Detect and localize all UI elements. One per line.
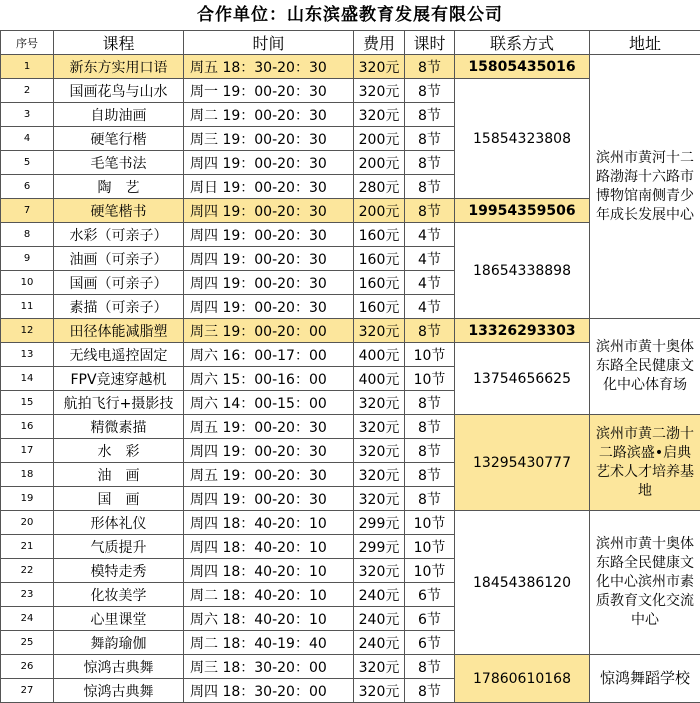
row-time: 周五 19：00-20：30 (184, 463, 354, 487)
row-fee: 320元 (354, 79, 405, 103)
row-fee: 160元 (354, 271, 405, 295)
row-no: 7 (1, 199, 54, 223)
row-course: 形体礼仪 (54, 511, 184, 535)
header-lessons: 课时 (405, 31, 455, 55)
address-cell: 滨州市黄河十二路渤海十六路市博物馆南侧青少年成长发展中心 (590, 55, 700, 319)
row-course: 无线电遥控固定 (54, 343, 184, 367)
row-course: 素描（可亲子） (54, 295, 184, 319)
row-lessons: 8节 (405, 127, 455, 151)
row-no: 3 (1, 103, 54, 127)
row-no: 24 (1, 607, 54, 631)
row-time: 周四 18：30-20：00 (184, 679, 354, 703)
row-time: 周四 19：00-20：30 (184, 295, 354, 319)
row-no: 10 (1, 271, 54, 295)
row-lessons: 8节 (405, 151, 455, 175)
row-course: 国 画 (54, 487, 184, 511)
row-course: 精微素描 (54, 415, 184, 439)
row-time: 周五 18：30-20：30 (184, 55, 354, 79)
row-fee: 299元 (354, 535, 405, 559)
row-lessons: 8节 (405, 79, 455, 103)
row-course: 新东方实用口语 (54, 55, 184, 79)
row-time: 周二 18：40-20：10 (184, 583, 354, 607)
row-fee: 400元 (354, 367, 405, 391)
row-lessons: 6节 (405, 631, 455, 655)
table-row (1, 415, 700, 439)
contact-cell: 15805435016 (455, 55, 590, 79)
row-lessons: 8节 (405, 199, 455, 223)
contact-cell: 15854323808 (455, 79, 590, 199)
row-time: 周四 19：00-20：30 (184, 151, 354, 175)
row-lessons: 10节 (405, 535, 455, 559)
row-fee: 240元 (354, 631, 405, 655)
contact-cell: 19954359506 (455, 199, 590, 223)
row-lessons: 8节 (405, 103, 455, 127)
row-no: 22 (1, 559, 54, 583)
row-course: 水彩（可亲子） (54, 223, 184, 247)
row-lessons: 8节 (405, 487, 455, 511)
row-course: 田径体能减脂塑 (54, 319, 184, 343)
row-time: 周四 18：40-20：10 (184, 535, 354, 559)
row-no: 9 (1, 247, 54, 271)
row-time: 周六 15：00-16：00 (184, 367, 354, 391)
row-lessons: 8节 (405, 391, 455, 415)
table-row (1, 55, 700, 79)
row-time: 周四 19：00-20：30 (184, 271, 354, 295)
header-no: 序号 (1, 31, 54, 55)
row-lessons: 6节 (405, 607, 455, 631)
table-row (1, 655, 700, 679)
contact-cell: 13326293303 (455, 319, 590, 343)
row-lessons: 10节 (405, 511, 455, 535)
header-address: 地址 (590, 31, 700, 55)
row-lessons: 8节 (405, 55, 455, 79)
row-fee: 200元 (354, 151, 405, 175)
row-course: 水 彩 (54, 439, 184, 463)
row-course: 化妆美学 (54, 583, 184, 607)
row-no: 23 (1, 583, 54, 607)
row-fee: 400元 (354, 343, 405, 367)
row-lessons: 10节 (405, 343, 455, 367)
row-no: 4 (1, 127, 54, 151)
row-course: 模特走秀 (54, 559, 184, 583)
row-course: 毛笔书法 (54, 151, 184, 175)
address-cell: 滨州市黄二渤十二路滨盛•启典艺术人才培养基地 (590, 415, 700, 511)
address-cell: 惊鸿舞蹈学校 (590, 655, 700, 703)
row-lessons: 4节 (405, 295, 455, 319)
row-no: 1 (1, 55, 54, 79)
contact-cell: 18454386120 (455, 511, 590, 655)
row-no: 16 (1, 415, 54, 439)
row-time: 周三 19：00-20：00 (184, 319, 354, 343)
row-time: 周四 19：00-20：30 (184, 247, 354, 271)
row-course: 气质提升 (54, 535, 184, 559)
row-time: 周四 19：00-20：30 (184, 439, 354, 463)
row-lessons: 8节 (405, 679, 455, 703)
table-row (1, 511, 700, 535)
row-time: 周五 19：00-20：30 (184, 415, 354, 439)
header-contact: 联系方式 (455, 31, 590, 55)
row-course: 惊鸿古典舞 (54, 655, 184, 679)
row-no: 21 (1, 535, 54, 559)
row-course: FPV竞速穿越机 (54, 367, 184, 391)
row-course: 国画（可亲子） (54, 271, 184, 295)
row-fee: 299元 (354, 511, 405, 535)
row-no: 2 (1, 79, 54, 103)
row-fee: 320元 (354, 487, 405, 511)
row-lessons: 8节 (405, 439, 455, 463)
row-no: 5 (1, 151, 54, 175)
row-fee: 320元 (354, 319, 405, 343)
course-table (0, 30, 700, 703)
row-time: 周四 19：00-20：30 (184, 223, 354, 247)
header-fee: 费用 (354, 31, 405, 55)
contact-cell: 18654338898 (455, 223, 590, 319)
row-time: 周二 18：40-19：40 (184, 631, 354, 655)
contact-cell: 13295430777 (455, 415, 590, 511)
row-fee: 320元 (354, 463, 405, 487)
row-no: 26 (1, 655, 54, 679)
row-lessons: 10节 (405, 559, 455, 583)
row-course: 硬笔楷书 (54, 199, 184, 223)
row-fee: 240元 (354, 583, 405, 607)
row-lessons: 8节 (405, 415, 455, 439)
row-lessons: 4节 (405, 247, 455, 271)
row-time: 周一 19：00-20：30 (184, 79, 354, 103)
row-no: 19 (1, 487, 54, 511)
row-course: 舞韵瑜伽 (54, 631, 184, 655)
row-fee: 320元 (354, 55, 405, 79)
row-course: 国画花鸟与山水 (54, 79, 184, 103)
row-no: 11 (1, 295, 54, 319)
header-row (1, 31, 700, 55)
row-fee: 320元 (354, 391, 405, 415)
row-course: 惊鸿古典舞 (54, 679, 184, 703)
row-course: 心里课堂 (54, 607, 184, 631)
row-fee: 160元 (354, 247, 405, 271)
row-fee: 320元 (354, 415, 405, 439)
row-lessons: 4节 (405, 223, 455, 247)
row-no: 12 (1, 319, 54, 343)
contact-cell: 13754656625 (455, 343, 590, 415)
row-fee: 320元 (354, 679, 405, 703)
row-fee: 200元 (354, 127, 405, 151)
row-course: 陶 艺 (54, 175, 184, 199)
row-time: 周二 19：00-20：30 (184, 103, 354, 127)
row-fee: 200元 (354, 199, 405, 223)
row-time: 周四 19：00-20：30 (184, 199, 354, 223)
row-lessons: 10节 (405, 367, 455, 391)
row-lessons: 4节 (405, 271, 455, 295)
row-no: 6 (1, 175, 54, 199)
page-title: 合作单位：山东滨盛教育发展有限公司 (0, 0, 700, 30)
row-fee: 320元 (354, 559, 405, 583)
table-row (1, 319, 700, 343)
row-lessons: 8节 (405, 319, 455, 343)
row-no: 27 (1, 679, 54, 703)
row-time: 周日 19：00-20：30 (184, 175, 354, 199)
row-time: 周四 19：00-20：30 (184, 487, 354, 511)
row-fee: 320元 (354, 655, 405, 679)
row-fee: 320元 (354, 103, 405, 127)
header-course: 课程 (54, 31, 184, 55)
row-no: 17 (1, 439, 54, 463)
row-fee: 160元 (354, 295, 405, 319)
row-lessons: 8节 (405, 463, 455, 487)
row-lessons: 8节 (405, 175, 455, 199)
row-course: 油画（可亲子） (54, 247, 184, 271)
row-fee: 240元 (354, 607, 405, 631)
row-lessons: 6节 (405, 583, 455, 607)
row-no: 13 (1, 343, 54, 367)
row-time: 周四 18：40-20：10 (184, 559, 354, 583)
row-course: 硬笔行楷 (54, 127, 184, 151)
row-time: 周三 18：30-20：00 (184, 655, 354, 679)
row-no: 14 (1, 367, 54, 391)
header-time: 时间 (184, 31, 354, 55)
row-no: 8 (1, 223, 54, 247)
row-no: 15 (1, 391, 54, 415)
row-time: 周六 18：40-20：10 (184, 607, 354, 631)
row-no: 25 (1, 631, 54, 655)
contact-cell: 17860610168 (455, 655, 590, 703)
row-fee: 160元 (354, 223, 405, 247)
row-course: 自助油画 (54, 103, 184, 127)
row-no: 18 (1, 463, 54, 487)
address-cell: 滨州市黄十奥体东路全民健康文化中心滨州市素质教育文化交流中心 (590, 511, 700, 655)
row-fee: 320元 (354, 439, 405, 463)
row-time: 周六 14：00-15：00 (184, 391, 354, 415)
row-time: 周六 16：00-17：00 (184, 343, 354, 367)
row-course: 油 画 (54, 463, 184, 487)
row-time: 周三 19：00-20：30 (184, 127, 354, 151)
address-cell: 滨州市黄十奥体东路全民健康文化中心体育场 (590, 319, 700, 415)
row-no: 20 (1, 511, 54, 535)
row-lessons: 8节 (405, 655, 455, 679)
row-time: 周四 18：40-20：10 (184, 511, 354, 535)
row-course: 航拍飞行+摄影技 (54, 391, 184, 415)
row-fee: 280元 (354, 175, 405, 199)
